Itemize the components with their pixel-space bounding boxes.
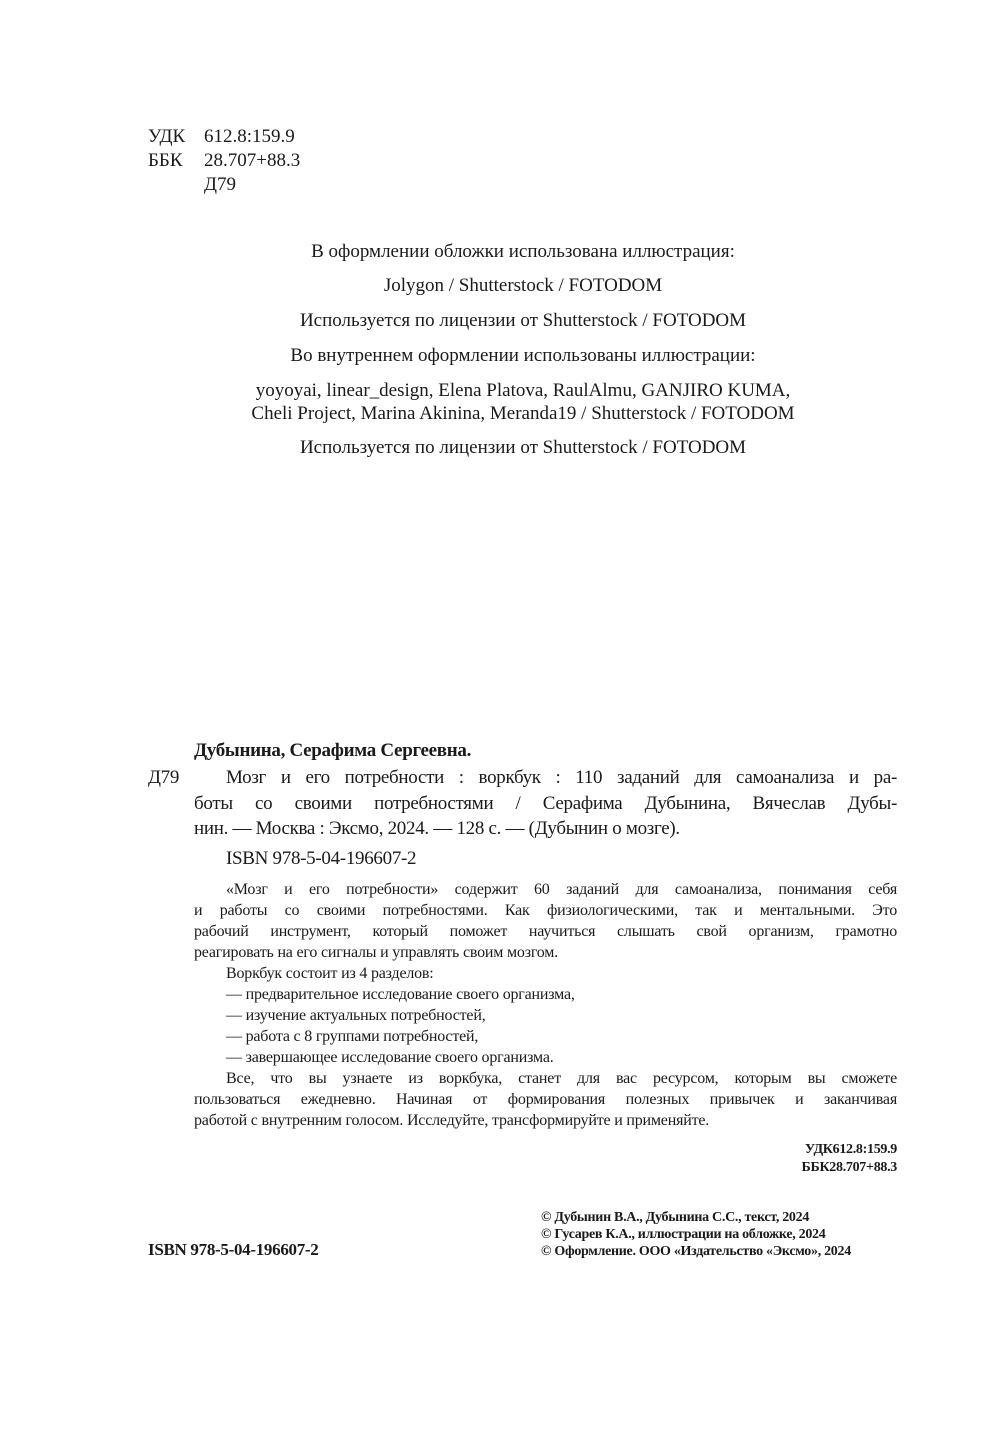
abstract-line: Все, что вы узнаете из воркбука, станет для вас ресурсом, которым вы сможете — [226, 1070, 897, 1087]
bib-line: нин. — Москва : Эксмо, 2024. — 128 с. — (Дубынин о мозге). — [194, 818, 680, 839]
credit-line: Jolygon / Shutterstock / FOTODOM — [383, 275, 663, 296]
abstract-line: реагировать на его сигналы и управлять своим мозгом. — [194, 944, 559, 961]
credit-line: Cheli Project, Marina Akinina, Meranda19 / Shutterstock / FOTODOM — [251, 403, 795, 424]
copyright-line: © Оформление. ООО «Издательство «Эксмо», 2024 — [541, 1244, 851, 1259]
bib-line: Мозг и его потребности : воркбук : 110 заданий для самоанализа и ра- — [226, 767, 897, 788]
footer-udk: УДК612.8:159.9 — [804, 1142, 897, 1157]
abstract-line: «Мозг и его потребности» содержит 60 заданий для самоанализа, понимания себя — [226, 881, 897, 898]
footer-bbk: ББК28.707+88.3 — [801, 1160, 897, 1175]
bbk-value: 28.707+88.3 — [204, 150, 301, 171]
credit-line: Используется по лицензии от Shutterstock / FOTODOM — [299, 437, 747, 458]
credit-line: В оформлении обложки использована иллюстрация: — [311, 241, 735, 262]
copyright-line: © Дубынин В.А., Дубынина С.С., текст, 2024 — [541, 1210, 810, 1225]
credit-line: Во внутреннем оформлении использованы иллюстрации: — [290, 345, 756, 366]
abstract-line: пользоваться ежедневно. Начиная от формирования полезных привычек и заканчивая — [194, 1091, 897, 1108]
abstract-line: рабочий инструмент, который поможет научиться слышать свой организм, грамотно — [194, 923, 897, 940]
author-mark: Д79 — [204, 174, 236, 195]
abstract-line: — предварительное исследование своего организма, — [226, 986, 575, 1003]
bib-author: Дубынина, Серафима Сергеевна. — [194, 740, 472, 761]
bib-line: боты со своими потребностями / Серафима Дубынина, Вячеслав Дубы- — [194, 793, 897, 814]
udk-label: УДК — [148, 126, 186, 147]
udk-value: 612.8:159.9 — [204, 126, 295, 147]
footer-isbn: ISBN 978-5-04-196607-2 — [148, 1240, 319, 1259]
abstract-line: и работы со своими потребностями. Как физиологическими, так и ментальными. Это — [194, 902, 897, 919]
abstract-line: работой с внутренним голосом. Исследуйте, трансформируйте и применяйте. — [194, 1112, 710, 1129]
bib-isbn: ISBN 978-5-04-196607-2 — [226, 848, 417, 869]
abstract-line: Воркбук состоит из 4 разделов: — [226, 965, 434, 982]
bib-mark: Д79 — [148, 767, 180, 788]
abstract-line: — изучение актуальных потребностей, — [226, 1007, 486, 1024]
abstract-line: — работа с 8 группами потребностей, — [226, 1028, 479, 1045]
abstract-line: — завершающее исследование своего организма. — [226, 1049, 554, 1066]
bbk-label: ББК — [148, 150, 183, 171]
credit-line: yoyoyai, linear_design, Elena Platova, RaulAlmu, GANJIRO KUMA, — [255, 380, 791, 401]
credit-line: Используется по лицензии от Shutterstock / FOTODOM — [299, 310, 747, 331]
copyright-line: © Гусарев К.А., иллюстрации на обложке, 2024 — [541, 1227, 826, 1242]
